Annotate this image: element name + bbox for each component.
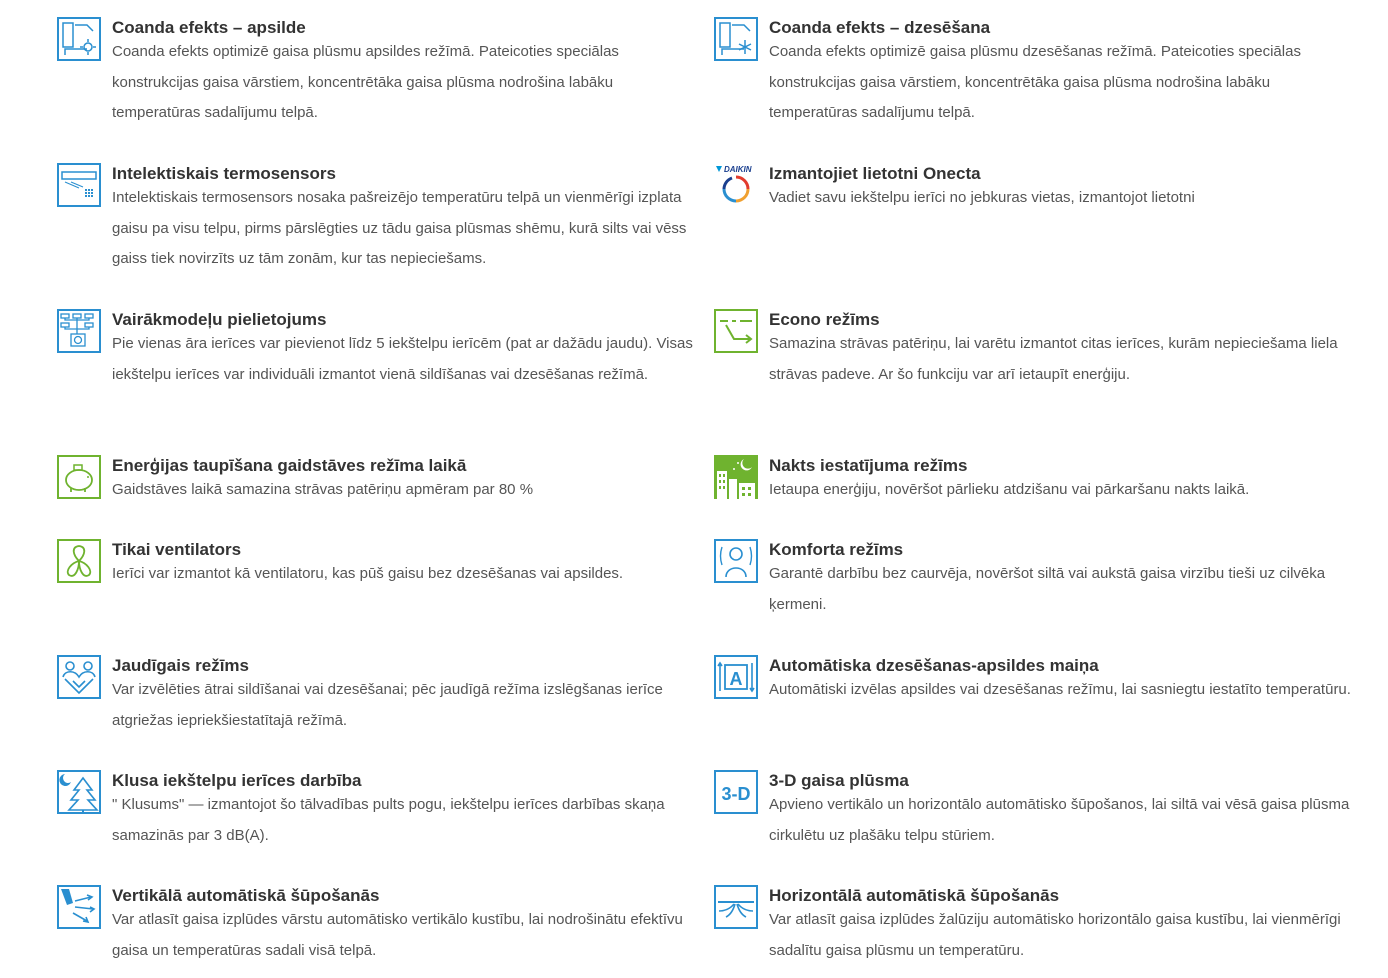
feature-description: Intelektiskais termosensors nosaka pašreizējo temperatūru telpā un vienmērīgi izplata gaisu pa visu telpu, pirms pārslēgties uz tādu gaisa plūsmas shēmu, kurā silts vai vēss gaiss tiek novirzīts uz tām zonām, kur tas nepieciešams.	[112, 189, 687, 267]
feature-description: Var izvēlēties ātrai sildīšanai vai dzesēšanai; pēc jaudīgā režīma izslēgšanas ierīce atgriežas iepriekšiestatītajā režīmā.	[112, 681, 663, 729]
feature-title: Tikai ventilators	[112, 540, 242, 559]
feature-title: Coanda efekts – apsilde	[112, 18, 306, 37]
feature-title: Nakts iestatījuma režīms	[769, 456, 968, 475]
feature-title: Enerģijas taupīšana gaidstāves režīma laikā	[112, 456, 467, 475]
fan-icon	[57, 539, 101, 583]
feature-title: Klusa iekštelpu ierīces darbība	[112, 771, 362, 790]
feature-title: Vertikālā automātiskā šūpošanās	[112, 886, 380, 905]
feature-title: Vairākmodeļu pielietojums	[112, 310, 327, 329]
feature-title: Automātiska dzesēšanas-apsildes maiņa	[769, 656, 1099, 675]
thermosensor-icon	[57, 163, 101, 207]
quiet-operation-icon	[57, 770, 101, 814]
feature-description: Coanda efekts optimizē gaisa plūsmu dzesēšanas režīmā. Pateicoties speciālas konstrukcijas gaisa vārstiem, koncentrētāka gaisa plūsma nodrošina labāku temperatūras sadalījumu telpā.	[769, 43, 1301, 121]
feature-description: Coanda efekts optimizē gaisa plūsmu apsildes režīmā. Pateicoties speciālas konstrukcijas gaisa vārstiem, koncentrētāka gaisa plūsma nodrošina labāku temperatūras sadalījumu telpā.	[112, 43, 619, 121]
horizontal-swing-icon	[714, 885, 758, 929]
feature-title: Jaudīgais režīms	[112, 656, 250, 675]
daikin-onecta-icon	[714, 163, 758, 207]
feature-title: 3-D gaisa plūsma	[769, 771, 909, 790]
coanda-heating-icon	[57, 17, 101, 61]
feature-description: Apvieno vertikālo un horizontālo automātisko šūpošanos, lai siltā vai vēsā gaisa plūsma cirkulētu uz plašāku telpu stūriem.	[769, 796, 1350, 844]
feature-title: Komforta režīms	[769, 540, 904, 559]
night-mode-icon	[714, 455, 758, 499]
feature-description: " Klusums" — izmantojot šo tālvadības pults pogu, iekštelpu ierīces darbības skaņa samazinās par 3 dB(A).	[112, 796, 665, 844]
feature-title: Coanda efekts – dzesēšana	[769, 18, 991, 37]
feature-description: Automātiski izvēlas apsildes vai dzesēšanas režīmu, lai sasniegtu iestatīto temperatūru.	[769, 681, 1351, 698]
daikin-logo-text: DAIKIN	[724, 165, 752, 174]
3d-airflow-icon	[714, 770, 758, 814]
vertical-swing-icon	[57, 885, 101, 929]
econo-mode-icon	[714, 309, 758, 353]
powerful-mode-icon	[57, 655, 101, 699]
feature-title: Econo režīms	[769, 310, 880, 329]
feature-description: Var atlasīt gaisa izplūdes žalūziju automātisko horizontālo gaisa kustību, lai vienmērīgi sadalītu gaisa plūsmu un temperatūru.	[769, 911, 1341, 959]
feature-description: Ietaupa enerģiju, novēršot pārlieku atdzišanu vai pārkaršanu nakts laikā.	[769, 481, 1250, 498]
comfort-mode-icon	[714, 539, 758, 583]
3d-badge: 3-D	[721, 784, 751, 804]
feature-title: Izmantojiet lietotni Onecta	[769, 164, 981, 183]
feature-description: Var atlasīt gaisa izplūdes vārstu automātisko vertikālo kustību, lai nodrošinātu efektīvu gaisa un temperatūras sadali visā telpā.	[112, 911, 683, 959]
auto-badge: A	[729, 669, 743, 689]
feature-description: Pie vienas āra ierīces var pievienot līdz 5 iekštelpu ierīcēm (pat ar dažādu jaudu). Visas iekštelpu ierīces var individuāli izmantot vienā sildīšanas vai dzesēšanas režīmā.	[112, 335, 693, 383]
coanda-cooling-icon	[714, 17, 758, 61]
multi-model-icon	[57, 309, 101, 353]
feature-description: Vadiet savu iekštelpu ierīci no jebkuras vietas, izmantojot lietotni	[769, 189, 1195, 206]
feature-description: Gaidstāves laikā samazina strāvas patēriņu apmēram par 80 %	[112, 481, 534, 498]
feature-description: Garantē darbību bez caurvēja, novēršot siltā vai aukstā gaisa virzību tieši uz cilvēka ķermeni.	[769, 565, 1326, 613]
feature-title: Horizontālā automātiskā šūpošanās	[769, 886, 1060, 905]
auto-changeover-icon	[714, 655, 758, 699]
feature-description: Ierīci var izmantot kā ventilatoru, kas pūš gaisu bez dzesēšanas vai apsildes.	[112, 565, 624, 582]
feature-description: Samazina strāvas patēriņu, lai varētu izmantot citas ierīces, kurām nepieciešama liela strāvas padeve. Ar šo funkciju var arī ietaupīt enerģiju.	[769, 335, 1338, 383]
piggy-bank-icon	[57, 455, 101, 499]
feature-title: Intelektiskais termosensors	[112, 164, 336, 183]
